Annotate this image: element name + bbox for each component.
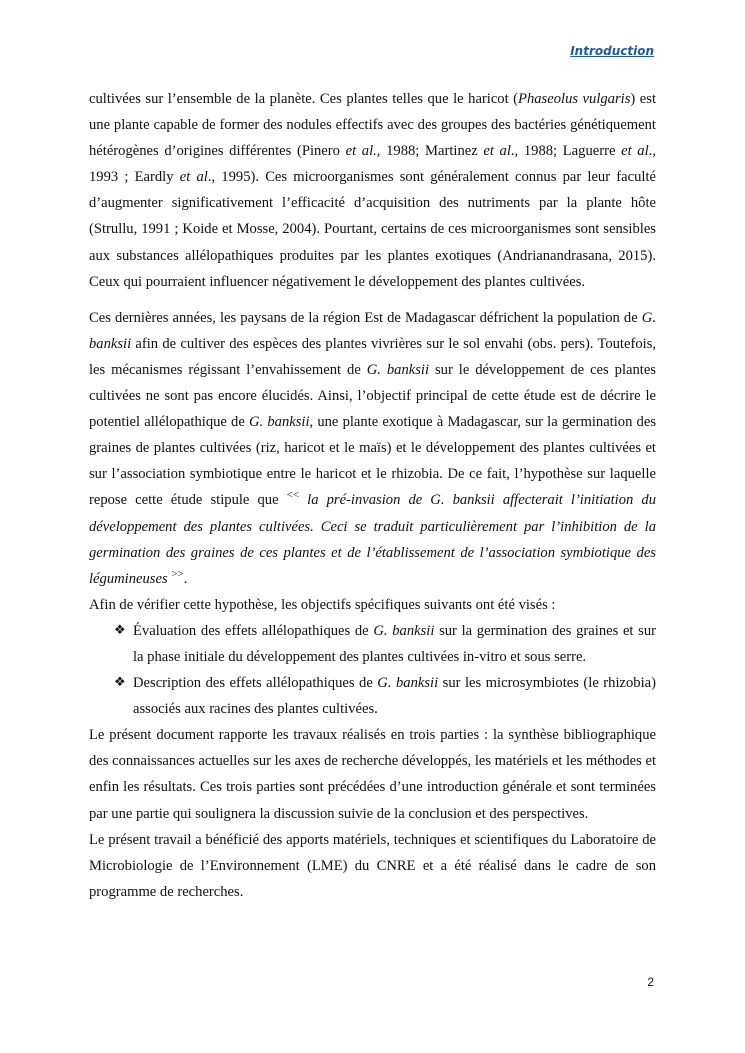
running-header-title: Introduction — [570, 44, 654, 58]
text-span: sur la germination des graines et sur la phase initiale du développement des plantes cultivées in-vitro et sous serre. — [133, 622, 657, 665]
text-span: ., 1993 ; Eardly — [89, 143, 656, 186]
paragraph-acknowledgement: Le présent travail a bénéficié des apports matériels, techniques et scientifiques du Laboratoire de Microbiologie de l’Environnement (LME) du CNRE et a été réalisé dans le cadre de son programme de recherches. — [89, 831, 656, 900]
species-name: G. banksii — [377, 675, 439, 692]
text-span: ., 1988; Laguerre — [510, 143, 622, 160]
text-span: 1988; Martinez — [380, 143, 484, 160]
text-span: sur le développement de ces plantes cultivées ne sont pas encore élucidés. Ainsi, l’objectif principal de cette étude est de décrire le potentiel allélopathique de — [89, 361, 656, 431]
close-quote-mark: >> — [171, 567, 184, 580]
paragraph-document-structure: Le présent document rapporte les travaux réalisés en trois parties : la synthèse bibliographique des connaissances actuelles sur les axes de recherche développés, les matériels et les méthodes et enfin les résultats. Ces trois parties sont précédées d’une introduction générale et sont terminées par une partie qui soulignera la discussion suivie de la conclusion et des perspectives. — [89, 727, 656, 822]
text-span: afin de cultiver des espèces des plantes vivrières sur le sol envahi (obs. pers). Toutefois, les mécanismes régissant l’envahissement de — [89, 335, 656, 378]
paragraph-study-objective — [89, 305, 656, 592]
objectives-list — [89, 618, 656, 722]
citation-et-al: et al — [483, 143, 511, 160]
body-text — [89, 86, 656, 905]
open-quote-mark: << — [286, 489, 300, 502]
species-name: G. banksii — [249, 414, 310, 431]
paragraph-objectives-intro: Afin de vérifier cette hypothèse, les objectifs spécifiques suivants ont été visés : — [89, 596, 556, 613]
text-span: cultivées sur l’ensemble de la planète. Ces plantes telles que le haricot ( — [89, 91, 519, 107]
paragraph-legumes-microorganisms — [89, 86, 656, 295]
text-span: , une plante exotique à Madagascar, sur la germination des graines de plantes cultivées (riz, haricot et le maïs) et le développement des plantes cultivées et sur l’association symbiotique entre le haricot et le rhizobia. De ce fait, l’hypothèse sur laquelle repose cette étude stipule que — [89, 414, 656, 509]
species-name: G. banksii — [89, 309, 656, 352]
text-span: Évaluation des effets allélopathiques de — [133, 622, 374, 639]
species-name: G. banksii — [366, 361, 430, 378]
citation-et-al: et al., — [345, 143, 381, 160]
citation-et-al: et al — [621, 143, 649, 160]
diamond-bullet-icon: ❖ — [114, 675, 126, 691]
page-number: 2 — [647, 975, 654, 989]
diamond-bullet-icon: ❖ — [114, 622, 126, 638]
text-span: Description des effets allélopathiques de — [133, 675, 378, 692]
citation-et-al: et al — [179, 169, 208, 186]
species-name: G. banksii — [373, 622, 435, 639]
text-span: . — [183, 570, 188, 587]
text-span: ) est une plante capable de former des nodules effectifs avec des groupes des bactéries génétiquement hétérogènes d’origines différentes (Pinero — [89, 91, 656, 160]
species-name: Phaseolus vulgaris — [518, 91, 631, 107]
text-span: sur les microsymbiotes (le rhizobia) associés aux racines des plantes cultivées. — [133, 675, 656, 718]
hypothesis-text: la pré-invasion de G. banksii affecterait l’initiation du développement des plantes cultivées. Ceci se traduit particulièrement par l’inhibition de la germination des graines de ces plantes et de l’établissement de l’association symbiotique des légumineuses — [89, 492, 656, 587]
list-item — [114, 670, 656, 722]
text-span: Ces dernières années, les paysans de la région Est de Madagascar défrichent la population de — [89, 309, 642, 326]
list-item — [114, 618, 657, 670]
text-span: ., 1995). Ces microorganismes sont généralement connus par leur faculté d’augmenter significativement l’efficacité d’acquisition des nutriments par la plante hôte (Strullu, 1991 ; Koide et Mosse, 2004). Pourtant, certains de ces microorganismes sont sensibles aux substances allélopathiques produites par les plantes exotiques (Andrianandrasana, 2015). Ceux qui pourraient influencer négativement le développement des plantes cultivées. — [89, 169, 656, 290]
